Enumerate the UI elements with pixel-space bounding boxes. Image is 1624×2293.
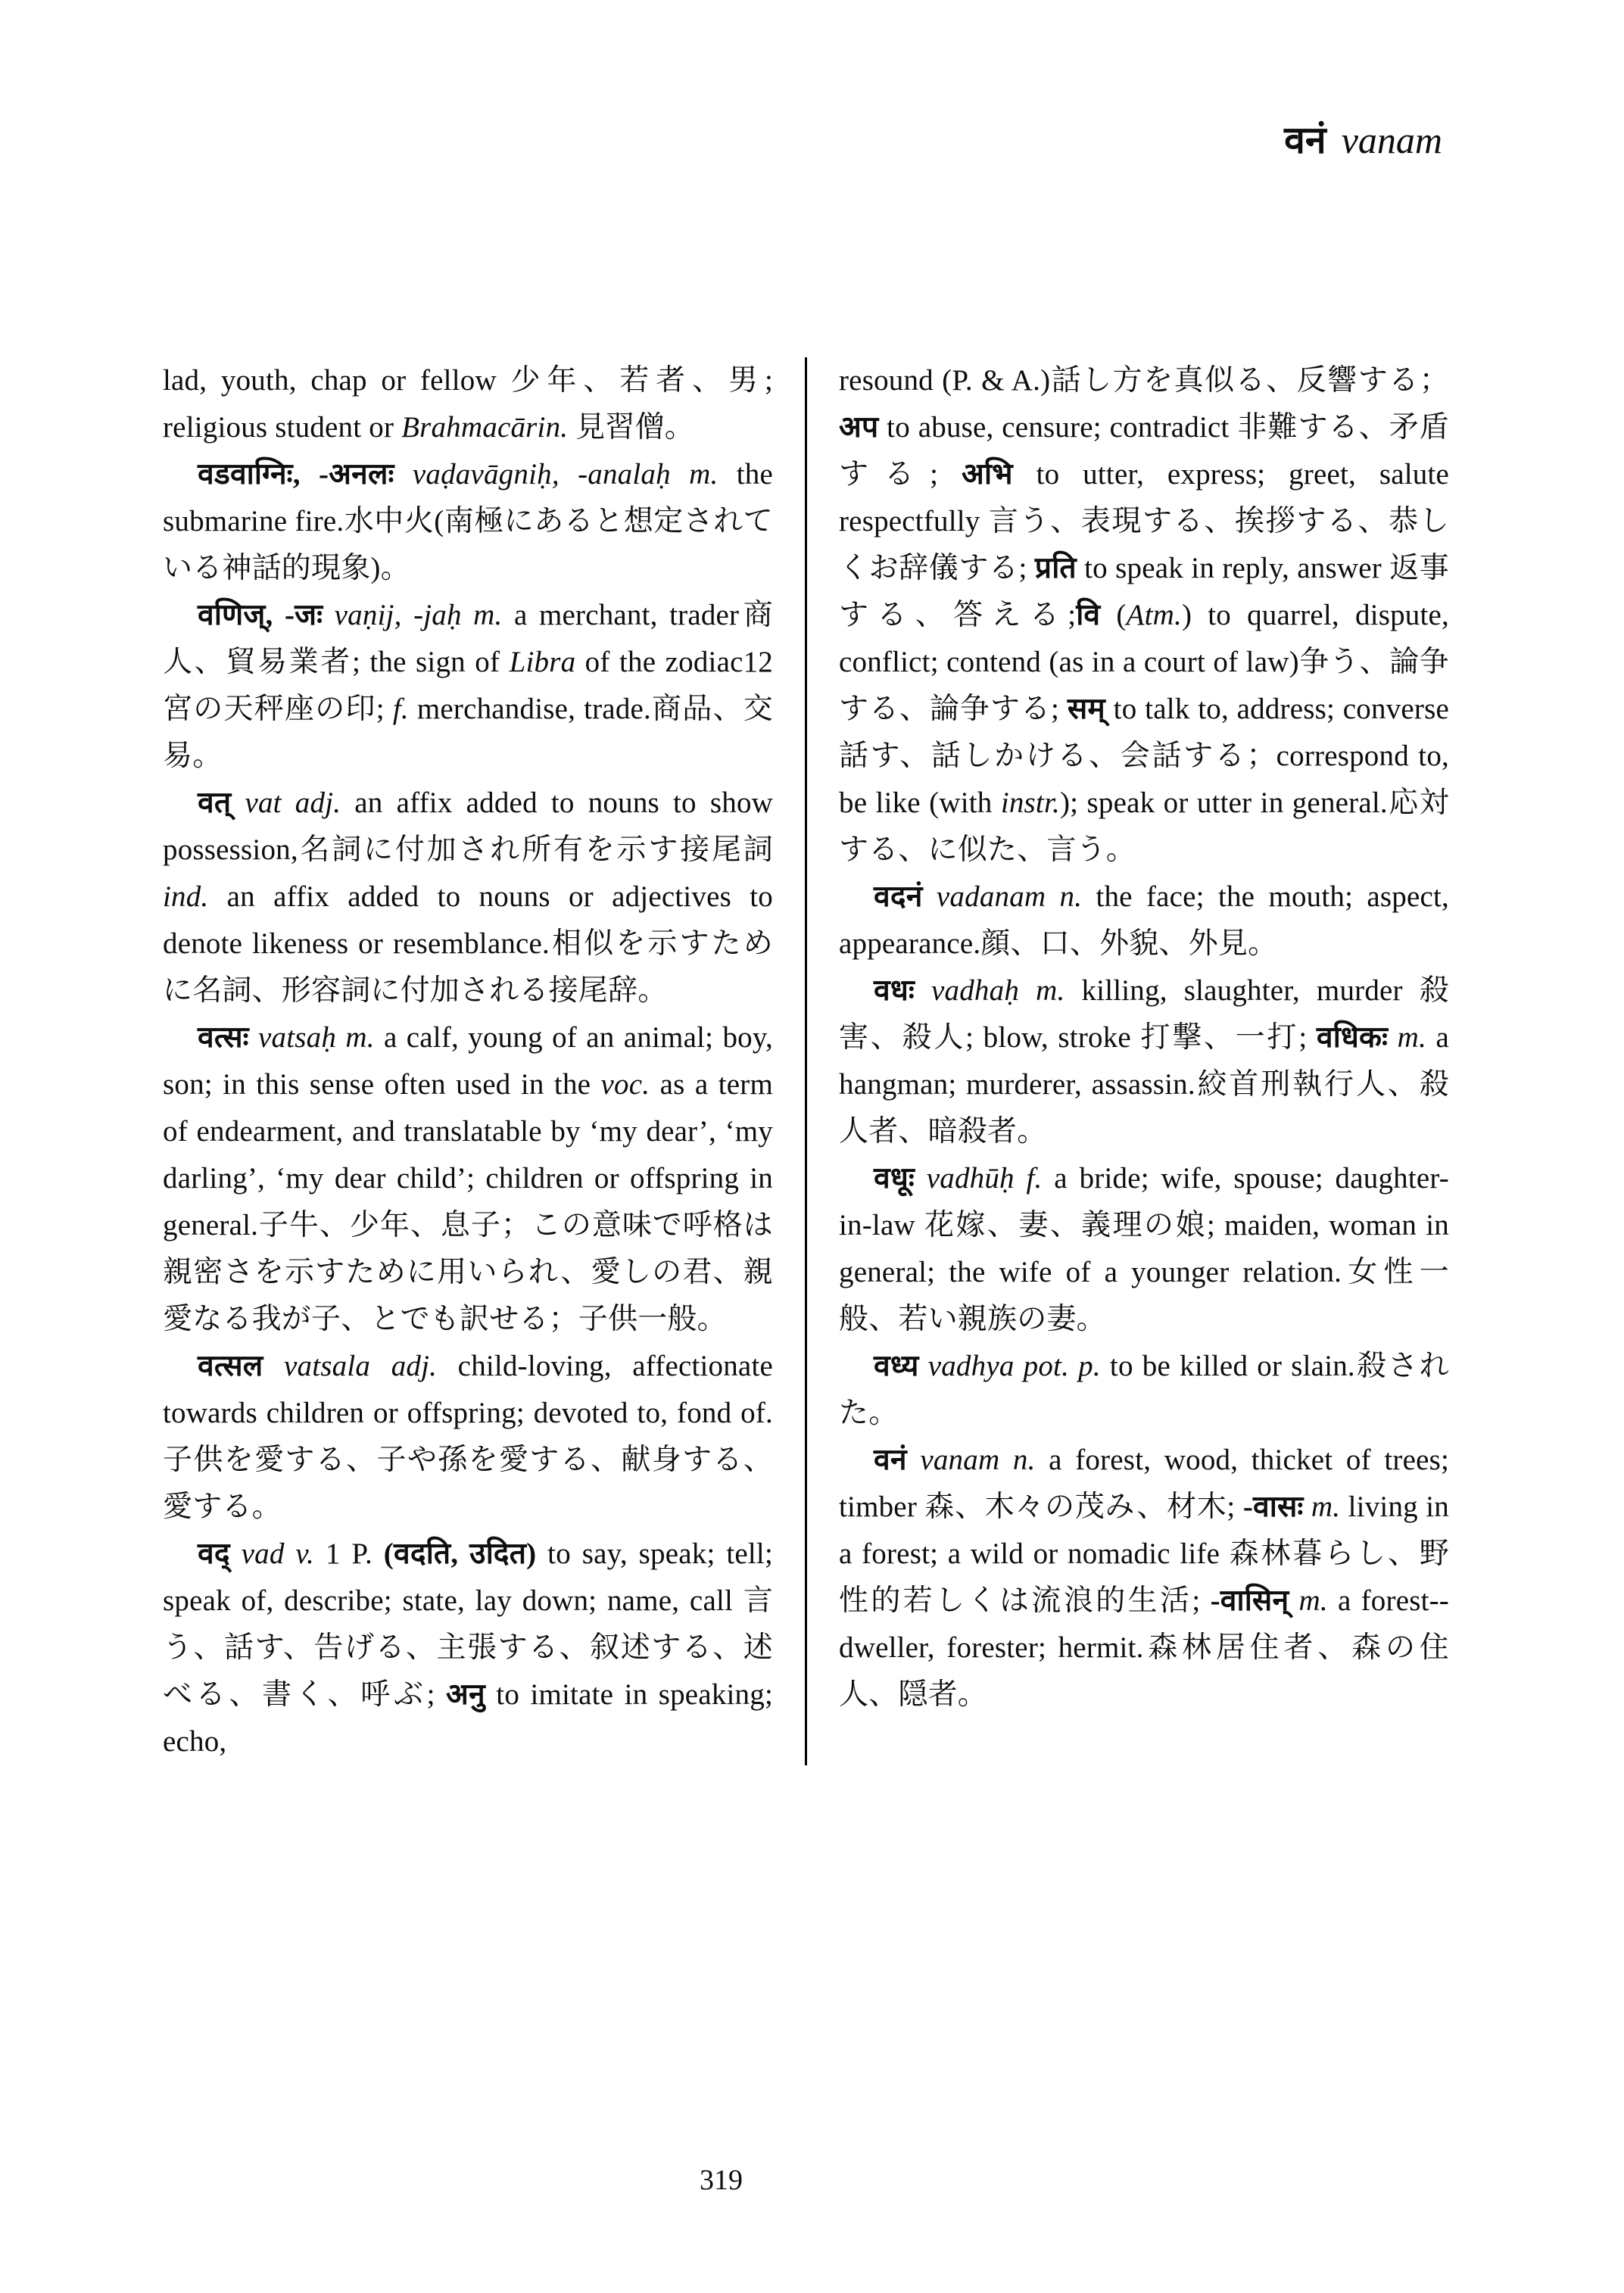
entry-segment: सम् xyxy=(1067,693,1105,725)
dictionary-entry xyxy=(839,1437,1449,1718)
entry-segment: प्रति xyxy=(1034,552,1077,584)
dictionary-entry xyxy=(163,357,773,451)
entry-segment: as a term of endearment, and translatable by ‘my dear’, ‘my darling’, ‘my dear child’; children or offspring in general.子牛、少年、息子；この意味で呼格は親密さを示すために用いられ、愛しの君、親愛なる我が子、とでも訳せる；子供一般。 xyxy=(163,1068,773,1335)
entry-segment: living in a forest; a wild or nomadic life 森林暮らし、野性的若しくは流浪的生活; xyxy=(839,1491,1449,1617)
dictionary-entry xyxy=(839,967,1449,1155)
entry-segment: अभि xyxy=(962,458,1013,491)
entry-segment: to speak in reply, answer 返事する、答える; xyxy=(839,552,1449,631)
dictionary-entry xyxy=(839,1343,1449,1437)
entry-segment: ind. xyxy=(163,880,209,913)
entry-segment: अप xyxy=(839,411,879,444)
entry-segment: वद् xyxy=(198,1537,242,1570)
dictionary-entry xyxy=(163,451,773,592)
entry-segment: वधिकः xyxy=(1316,1021,1398,1054)
dictionary-entry xyxy=(163,592,773,780)
entry-segment: resound (P. & A.)話し方を真似る、反響する； xyxy=(839,364,1449,397)
entry-segment: to imitate in speaking; echo, xyxy=(163,1678,773,1758)
entry-segment: of the zodiac12宮の天秤座の印; xyxy=(163,646,773,725)
entry-segment: वधः xyxy=(874,974,932,1007)
entry-segment: वदनं xyxy=(874,880,937,913)
dictionary-entry xyxy=(163,1014,773,1343)
entry-segment: to be killed or slain.殺された。 xyxy=(839,1350,1449,1429)
entry-segment: Brahmacārin. xyxy=(401,411,569,444)
entry-segment: child-loving, affectionate towards children or offspring; devoted to, fond of.子供を愛する、子や孫を愛する、献身する、愛する。 xyxy=(163,1350,773,1523)
entry-segment: vat adj. xyxy=(245,787,341,819)
entry-segment: वनं xyxy=(874,1444,921,1476)
dictionary-entry xyxy=(839,1155,1449,1343)
entry-segment: -वासः xyxy=(1242,1491,1311,1523)
entry-segment: वडवाग्निः, -अनलः xyxy=(198,458,413,491)
entry-segment: 1 P. xyxy=(314,1537,384,1570)
entry-segment: Libra xyxy=(509,646,576,678)
entry-segment: vadhya pot. p. xyxy=(927,1350,1101,1382)
entry-segment: vanam n. xyxy=(920,1444,1036,1476)
entry-segment: the submarine fire.水中火(南極にあると想定されている神話的現象)。 xyxy=(163,458,773,584)
dictionary-entry xyxy=(163,780,773,1014)
entry-segment: lad, youth, chap or fellow 少年、若者、男; religious student or xyxy=(163,364,773,444)
entry-segment: a forest, wood, thicket of trees; timber 森、木々の茂み、材木; xyxy=(839,1444,1449,1523)
entry-segment: वत् xyxy=(198,787,245,819)
running-head-devanagari: वनं xyxy=(1284,119,1326,161)
dictionary-entry xyxy=(839,357,1449,874)
page-number: 319 xyxy=(700,2164,743,2196)
entry-segment: vadhūḥ f. xyxy=(926,1162,1043,1195)
entry-segment: vatsaḥ m. xyxy=(258,1021,375,1054)
entry-segment: vaḍavāgniḥ, -analaḥ m. xyxy=(412,458,718,491)
entry-segment: (वदति, उदित) xyxy=(383,1537,537,1570)
entry-segment: -वासिन् xyxy=(1210,1584,1299,1617)
entry-segment: वध्य xyxy=(874,1350,928,1382)
entry-segment: m. xyxy=(1311,1491,1341,1523)
left-column xyxy=(163,357,805,1765)
entry-segment: merchandise, trade.商品、交易。 xyxy=(163,693,773,772)
running-head xyxy=(0,120,1442,161)
dictionary-entry xyxy=(163,1531,773,1765)
entry-segment: m. xyxy=(1298,1584,1328,1617)
entry-segment: an affix added to nouns to show possession,名詞に付加され所有を示す接尾詞 xyxy=(163,787,774,866)
entry-segment: वत्सल xyxy=(198,1350,285,1382)
entry-segment: instr. xyxy=(1000,787,1060,819)
entry-segment: to utter, express; greet, salute respectfully 言う、表現する、挨拶する、恭しくお辞儀する; xyxy=(839,458,1449,584)
entry-segment: वणिज्, -जः xyxy=(198,599,335,631)
entry-segment: to talk to, address; converse 話す、話しかける、会話する；correspond to, be like (with xyxy=(839,693,1449,819)
entry-segment: ); speak or utter in general.応対する、に似た、言う。 xyxy=(839,787,1449,866)
entry-segment: ( xyxy=(1100,599,1127,631)
entry-segment: vaṇij, -jaḥ m. xyxy=(334,599,503,631)
entry-segment: vad v. xyxy=(241,1537,314,1570)
entry-segment: voc. xyxy=(600,1068,650,1101)
entry-segment: an affix added to nouns or adjectives to denote likeness or resemblance.相似を示すために名詞、形容詞に付加される接尾辞。 xyxy=(163,880,773,1007)
entry-segment: a merchant, trader商人、貿易業者; the sign of xyxy=(163,599,773,678)
entry-segment: to say, speak; tell; speak of, describe; state, lay down; name, call 言う、話す、告げる、主張する、叙述する、述べる、書く、呼ぶ; xyxy=(163,1537,773,1711)
entry-segment: vatsala adj. xyxy=(284,1350,438,1382)
entry-segment: killing, slaughter, murder 殺害、殺人; blow, stroke 打撃、一打; xyxy=(839,974,1449,1054)
entry-segment: a calf, young of an animal; boy, son; in this sense often used in the xyxy=(163,1021,773,1101)
entry-segment: वधूः xyxy=(874,1162,927,1195)
entry-segment: वि xyxy=(1076,599,1101,631)
entry-segment: 見習僧。 xyxy=(568,411,694,444)
entry-segment: vadanam n. xyxy=(936,880,1083,913)
entry-segment: a bride; wife, spouse; daughter-in-law 花嫁、妻、義理の娘; maiden, woman in general; the wife of a younger relation.女性一般、若い親族の妻。 xyxy=(839,1162,1449,1335)
entry-segment: वत्सः xyxy=(198,1021,258,1054)
dictionary-entry xyxy=(163,1343,773,1531)
entry-segment: Atm. xyxy=(1126,599,1182,631)
entry-segment: vadhaḥ m. xyxy=(931,974,1065,1007)
entry-segment: m. xyxy=(1397,1021,1426,1054)
running-head-roman: vanam xyxy=(1341,119,1442,161)
dictionary-entry xyxy=(839,874,1449,967)
entry-segment: to abuse, censure; contradict 非難する、矛盾する; xyxy=(839,411,1449,491)
entry-segment: ) to quarrel, dispute, conflict; contend (as in a court of law)争う、論争する、論争する; xyxy=(839,599,1450,725)
entry-segment: f. xyxy=(392,693,409,725)
right-column xyxy=(807,357,1449,1765)
entry-segment: a forest--dweller, forester; hermit.森林居住者、森の住人、隠者。 xyxy=(839,1584,1449,1711)
entry-segment: the face; the mouth; aspect, appearance.顔、口、外貌、外見。 xyxy=(839,880,1449,960)
entry-segment: अनु xyxy=(446,1678,485,1711)
text-columns xyxy=(163,357,1450,1765)
entry-segment: a hangman; murderer, assassin.絞首刑執行人、殺人者、暗殺者。 xyxy=(839,1021,1449,1148)
